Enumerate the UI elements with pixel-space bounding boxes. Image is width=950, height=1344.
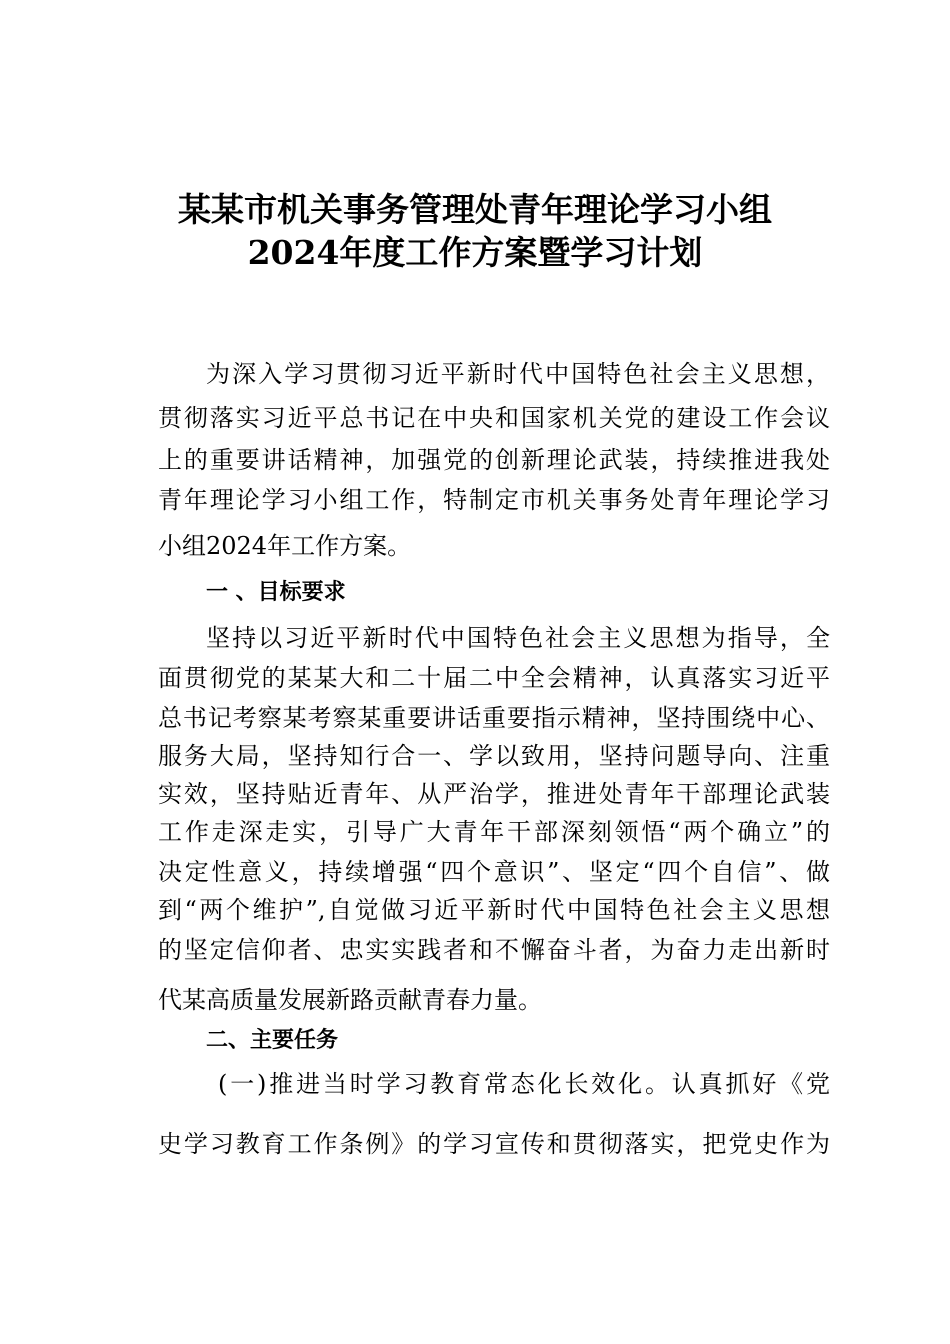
tasks-line-1: (一)推进当时学习教育常态化长效化。认真抓好《党 <box>218 1070 830 1098</box>
intro-line-4: 青年理论学习小组工作，特制定市机关事务处青年理论学习 <box>158 486 830 514</box>
document-title-line-1: 某某市机关事务管理处青年理论学习小组 <box>178 190 772 229</box>
section-heading-goals: 一 、目标要求 <box>206 580 346 605</box>
document-title-line-2: 2024年度工作方案暨学习计划 <box>247 233 703 272</box>
goals-line-6: 工作走深走实，引导广大青年干部深刻领悟“两个确立”的 <box>158 818 830 846</box>
goals-line-4: 服务大局，坚持知行合一、学以致用，坚持问题导向、注重 <box>158 742 830 770</box>
intro-line-1: 为深入学习贯彻习近平新时代中国特色社会主义思想， <box>206 360 830 388</box>
goals-line-5: 实效，坚持贴近青年、从严治学，推进处青年干部理论武装 <box>158 780 830 808</box>
intro-line-5: 小组2024年工作方案。 <box>158 532 412 560</box>
goals-line-1: 坚持以习近平新时代中国特色社会主义思想为指导，全 <box>206 624 830 652</box>
intro-line-3: 上的重要讲话精神，加强党的创新理论武装，持续推进我处 <box>158 446 830 474</box>
goals-line-7: 决定性意义，持续增强“四个意识”、坚定“四个自信”、做 <box>158 858 830 886</box>
intro-line-2: 贯彻落实习近平总书记在中央和国家机关党的建设工作会议 <box>158 404 830 432</box>
tasks-line-2: 史学习教育工作条例》的学习宣传和贯彻落实，把党史作为 <box>158 1130 830 1158</box>
goals-line-10: 代某高质量发展新路贡献青春力量。 <box>158 986 542 1014</box>
section-heading-tasks: 二、主要任务 <box>206 1028 339 1053</box>
goals-line-8: 到“两个维护”,自觉做习近平新时代中国特色社会主义思想 <box>158 896 830 924</box>
goals-line-9: 的坚定信仰者、忠实实践者和不懈奋斗者，为奋力走出新时 <box>158 936 830 964</box>
goals-line-3: 总书记考察某考察某重要讲话重要指示精神，坚持围绕中心、 <box>158 704 830 732</box>
goals-line-2: 面贯彻党的某某大和二十届二中全会精神，认真落实习近平 <box>158 664 830 692</box>
